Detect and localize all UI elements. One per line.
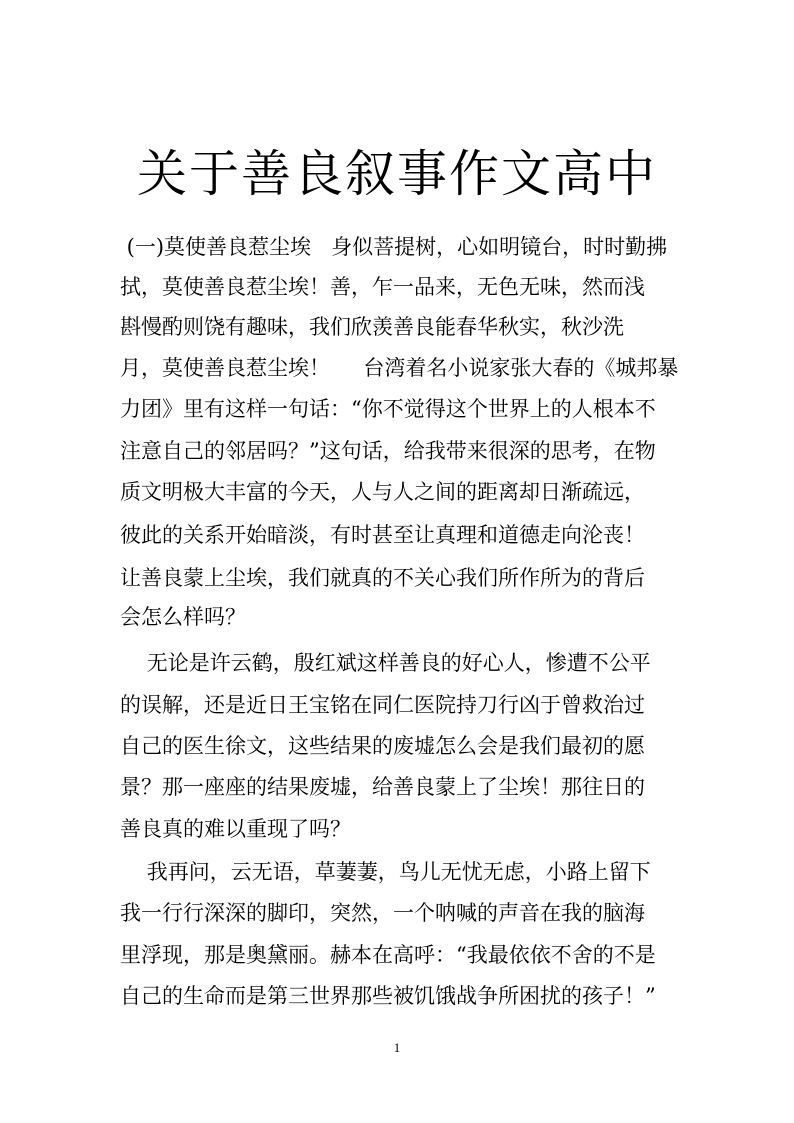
text-line: 斟慢酌则饶有趣味，我们欣羡善良能春华秋实，秋沙洗 [120,315,624,339]
page-number: 1 [393,1040,401,1055]
text-line: 景？那一座座的结果废墟，给善良蒙上了尘埃！那往日的 [120,775,645,799]
text-line: 让善良蒙上尘埃，我们就真的不关心我们所作所为的背后 [120,566,645,590]
text-line: 我一行行深深的脚印，突然，一个呐喊的声音在我的脑海 [120,901,645,925]
text-line: 的误解，还是近日王宝铭在同仁医院持刀行凶于曾救治过 [120,693,645,717]
document-title: 关于善良叙事作文高中 [137,145,657,203]
text-line: 注意自己的邻居吗？”这句话，给我带来很深的思考，在物 [120,439,656,463]
text-line: (一)莫使善良惹尘埃 身似菩提树，心如明镜台，时时勤拂 [120,235,668,259]
text-line: 会怎么样吗？ [120,605,246,629]
text-line: 我再问，云无语，草萋萋，鸟儿无忧无虑，小路上留下 [120,860,651,884]
text-line: 无论是许云鹤，殷红斌这样善良的好心人，惨遭不公平 [120,651,651,675]
text-line: 自己的生命而是第三世界那些被饥饿战争所困扰的孩子！” [120,984,656,1008]
text-line: 月，莫使善良惹尘埃！ 台湾着名小说家张大春的《城邦暴 [120,356,679,380]
text-line: 彼此的关系开始暗淡，有时甚至让真理和道德走向沦丧！ [120,523,645,547]
text-line: 里浮现，那是奥黛丽。赫本在高呼：“我最依依不舍的不是 [120,943,656,967]
text-line: 自己的医生徐文，这些结果的废墟怎么会是我们最初的愿 [120,734,645,758]
text-line: 拭，莫使善良惹尘埃！善，乍一品来，无色无味，然而浅 [120,275,645,299]
text-line: 善良真的难以重现了吗？ [120,817,351,841]
text-line: 力团》里有这样一句话：“你不觉得这个世界上的人根本不 [120,397,656,421]
text-line: 质文明极大丰富的今天，人与人之间的距离却日渐疏远， [120,480,645,504]
